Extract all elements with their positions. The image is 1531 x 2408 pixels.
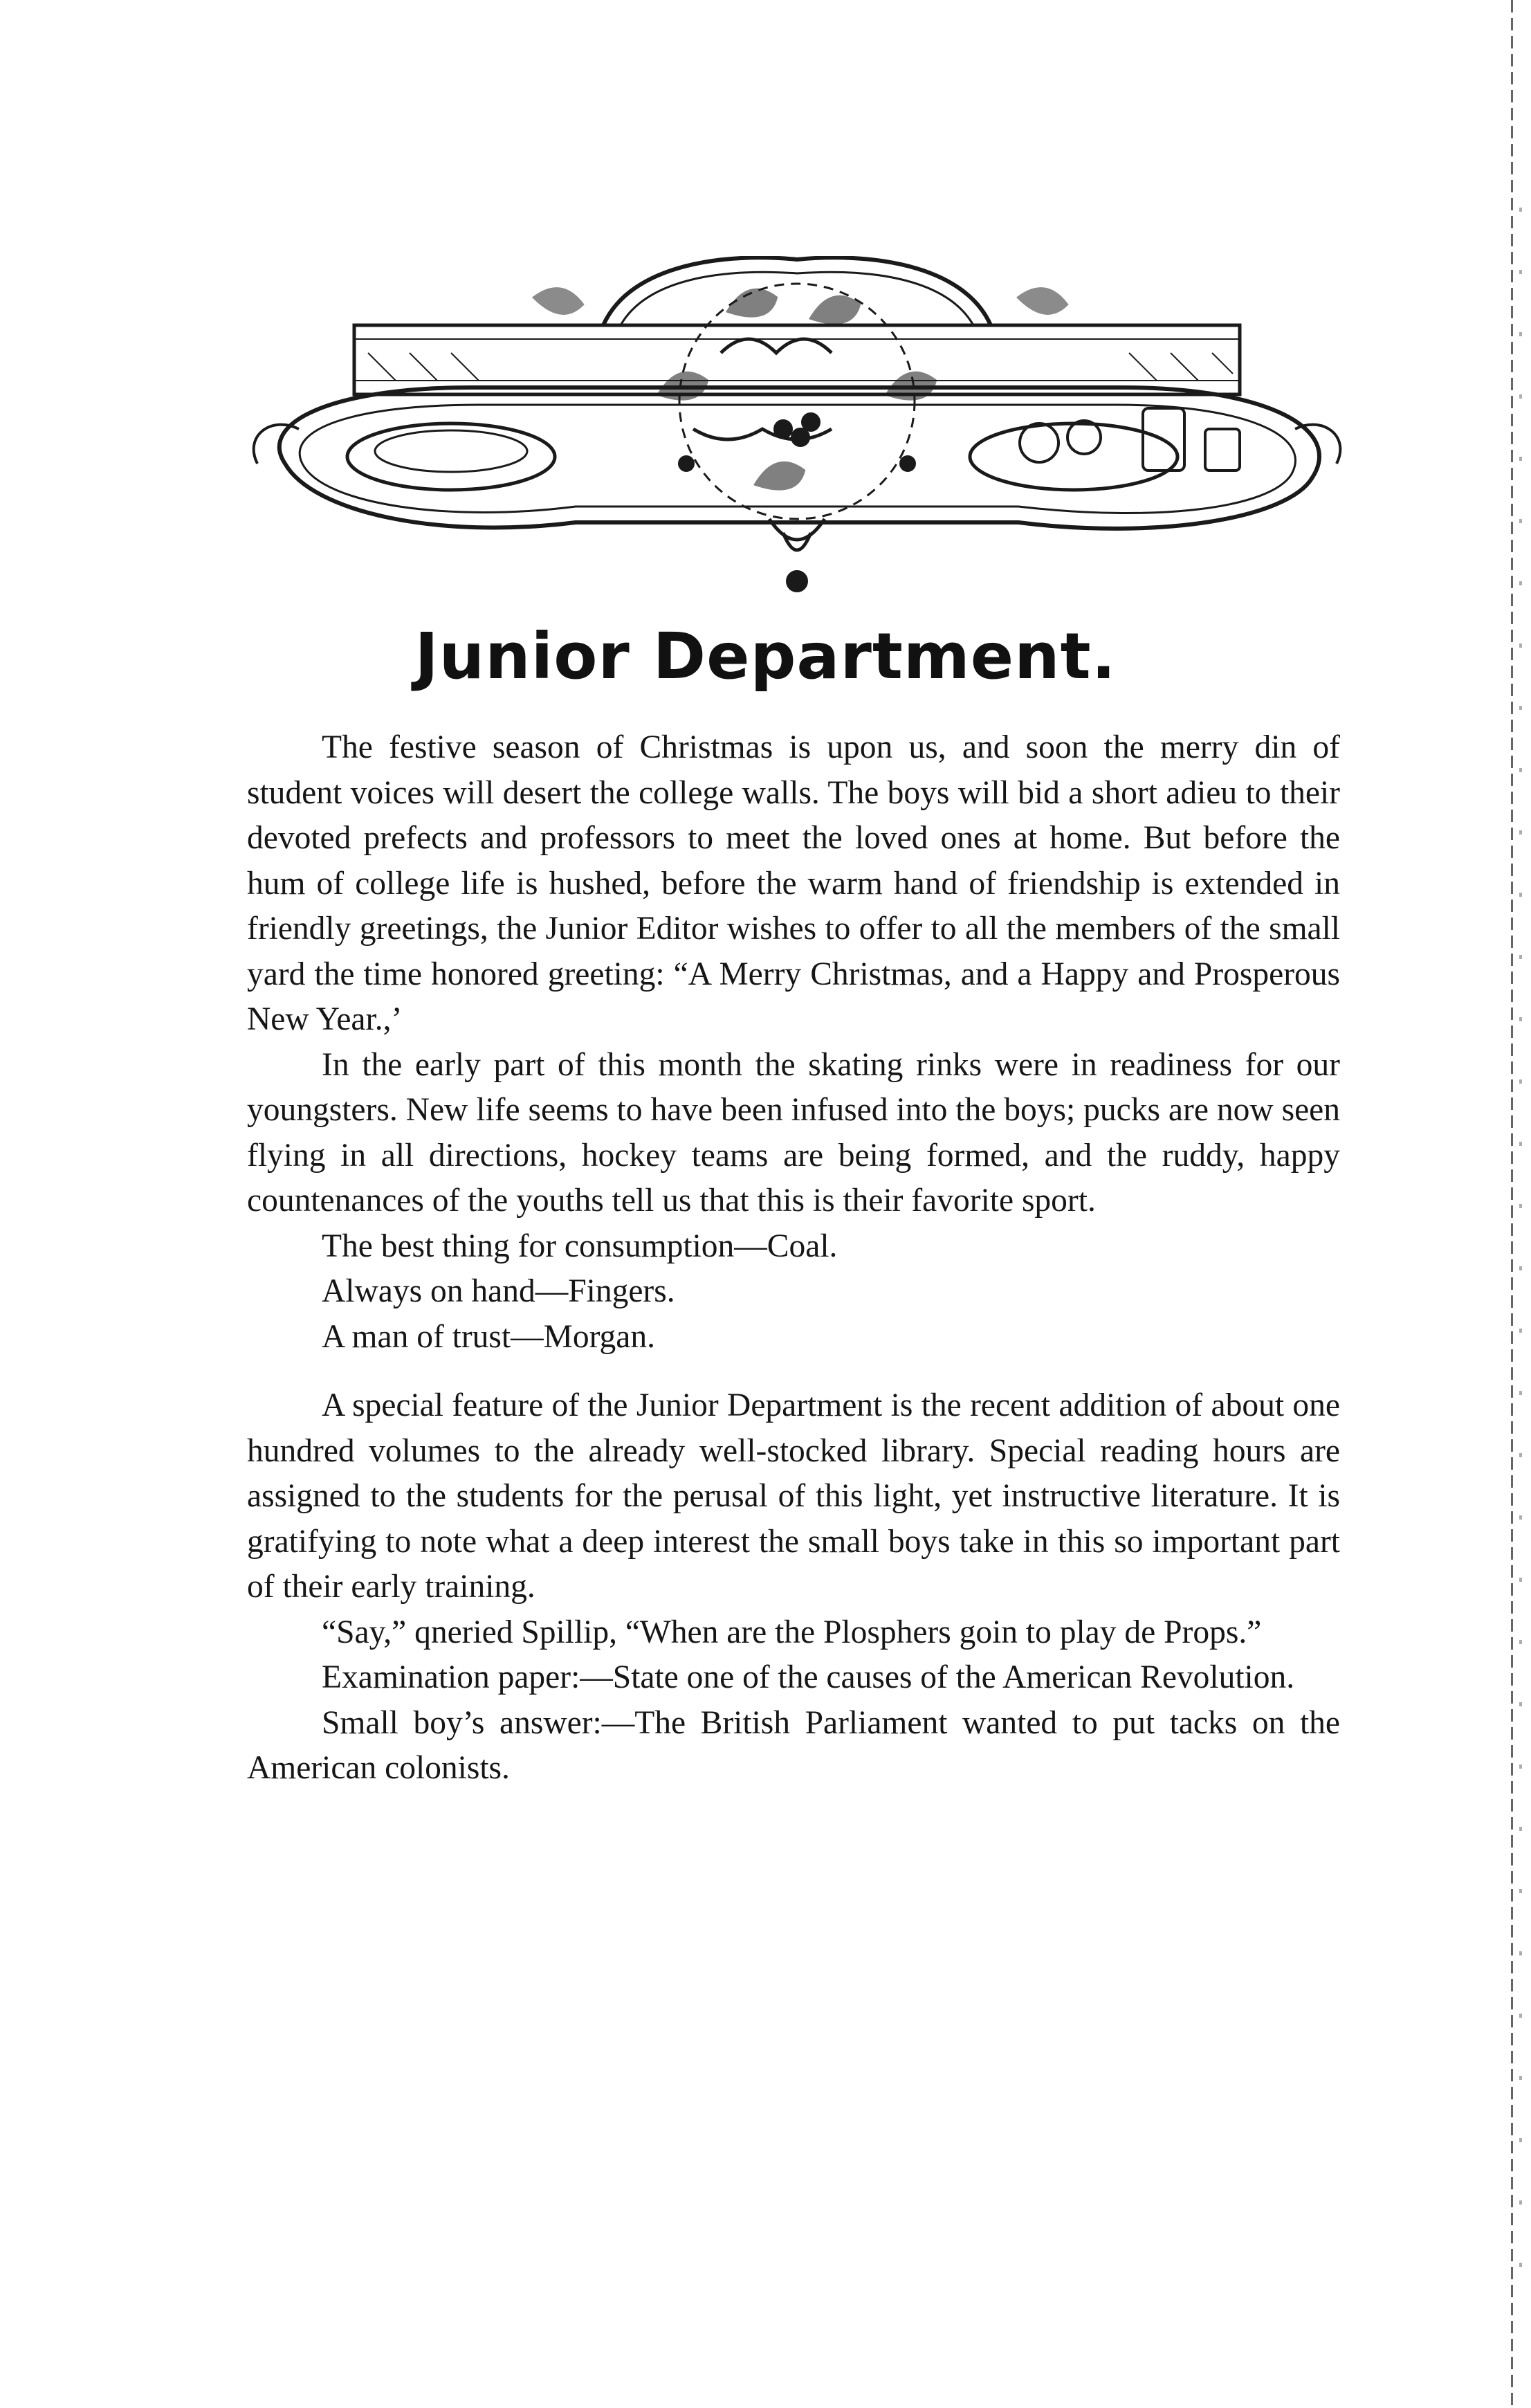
joke-line-fingers: Always on hand—Fingers.	[322, 1273, 675, 1309]
paragraph-christmas-greeting: The festive season of Christmas is upon us, and soon the merry din of student voices will desert the college walls. The boys will bid a short adieu to their devoted prefects and professors to meet the loved ones at home. But before the hum of college life is hushed, before the warm hand of friendship is extended in friendly greetings, the Junior Editor wishes to offer to all the members of the small yard the time honored greeting: “A Merry Christmas, and a Happy and Prosperous New Year.,’	[247, 729, 1340, 1037]
christmas-holly-feast-banner-icon	[244, 256, 1350, 616]
paragraph-small-boy-answer: Small boy’s answer:—The British Parliament wanted to put tacks on the American colonists.	[247, 1704, 1340, 1786]
paragraph-skating-rinks: In the early part of this month the skating rinks were in readiness for our youngsters. New life seems to have been infused into the boys; pucks are now seen flying in all directions, hockey teams are being formed, and the ruddy, happy countenances of the youths tell us that this is their favorite sport.	[247, 1046, 1340, 1219]
article-body	[247, 725, 1340, 1791]
paragraph-library: A special feature of the Junior Department is the recent addition of about one hundred volumes to the already well-stocked library. Special reading hours are assigned to the students for the perusal of this light, yet instructive literature. It is gratifying to note what a deep interest the small boys take in this so important part of their early training.	[247, 1387, 1340, 1605]
paragraph-spillip-quote: “Say,” qneried Spillip, “When are the Plosphers goin to play de Props.”	[322, 1614, 1262, 1650]
joke-line-consumption: The best thing for consumption—Coal.	[322, 1228, 838, 1264]
page-edge-rule	[1511, 0, 1513, 2408]
page-edge-ticks	[1519, 208, 1522, 2283]
joke-line-morgan: A man of trust—Morgan.	[322, 1318, 656, 1355]
page-title: Junior Department.	[414, 619, 1117, 693]
paragraph-examination-question: Examination paper:—State one of the causes of the American Revolution.	[322, 1659, 1295, 1695]
